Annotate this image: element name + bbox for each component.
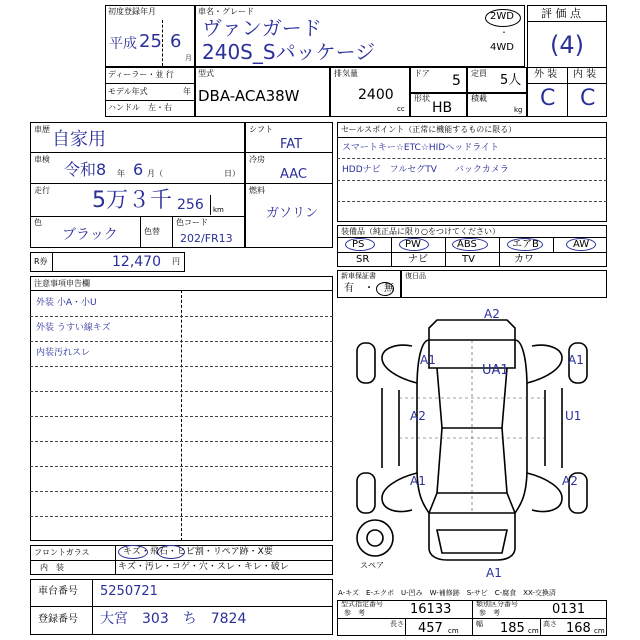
- glass-front-label: フロントガラス: [34, 548, 90, 557]
- r-unit: 円: [172, 257, 180, 266]
- disp-unit: cc: [397, 105, 405, 113]
- shape-label: 形状: [414, 94, 430, 103]
- reg-date-label: 初度登録年月: [108, 7, 156, 16]
- reg-era: 平成: [109, 36, 137, 52]
- fuel-value: ガソリン: [266, 206, 319, 221]
- dealer-label: ディーラー・並 行: [108, 70, 174, 79]
- equip-airbag: エアB: [512, 239, 539, 250]
- glass-int-value: キズ・汚レ・コゲ・穴・スレ・キレ・破レ: [118, 562, 289, 572]
- equip-pw: PW: [405, 239, 421, 250]
- spec-class-value: 0131: [552, 602, 586, 617]
- note-line-3: 内装汚れスレ: [36, 348, 91, 358]
- car-grade: 240S_Sパッケージ: [202, 40, 376, 64]
- inspect-day-unit: 日）: [224, 169, 240, 178]
- color-code: 202/FR13: [180, 232, 233, 245]
- door-value: 5: [452, 73, 461, 89]
- door-label: ドア: [414, 69, 430, 78]
- spec-type-label: 型式指定番号: [341, 600, 383, 608]
- drive-4wd: 4WD: [490, 42, 514, 53]
- r-label: R券: [34, 257, 48, 266]
- rear-right-fender: [527, 473, 562, 512]
- equip-sr: SR: [356, 254, 370, 265]
- spec-width-unit: cm: [528, 627, 539, 635]
- car-name-label: 車名・グレード: [198, 7, 254, 16]
- load-unit: kg: [514, 106, 523, 114]
- ext-value: C: [540, 86, 556, 111]
- reg-month: 6: [170, 31, 182, 52]
- equip-tv: TV: [462, 254, 475, 265]
- wheel-fl: [357, 343, 375, 383]
- spare-label: スペア: [360, 561, 384, 570]
- chassis-value: 5250721: [100, 584, 158, 599]
- int-value: C: [580, 86, 596, 111]
- inspect-year-unit: 年: [117, 169, 125, 178]
- car-name: ヴァンガード: [202, 16, 322, 40]
- glass-int-label: 内 装: [40, 563, 64, 572]
- mark-right-door: U1: [565, 409, 582, 423]
- mark-fl-wheel: A1: [420, 353, 436, 367]
- sales-label: セールスポイント（正常に機能するものに限る）: [341, 125, 517, 134]
- warranty-label: 新車保証書: [341, 272, 376, 280]
- model-year-unit: 年: [183, 87, 191, 96]
- drive-2wd: 2WD: [490, 11, 514, 22]
- front-bumper: [429, 320, 515, 340]
- spec-len-unit: cm: [448, 627, 459, 635]
- mark-hood: UA1: [482, 363, 509, 378]
- disp-value: 2400: [358, 87, 394, 103]
- int-label: 内 装: [573, 69, 597, 80]
- rating-label: 評 価 点: [541, 7, 581, 20]
- mileage-unit: km: [213, 206, 224, 214]
- plate-label: 登録番号: [38, 614, 78, 625]
- model-year-label: モデル年式: [108, 87, 148, 96]
- front-left-fender: [382, 345, 417, 383]
- use-label: 車歴: [34, 125, 50, 134]
- spec-width-label: 幅: [476, 620, 483, 628]
- spec-type-sub: 参 考: [344, 609, 365, 617]
- spec-len-label: 長さ: [390, 620, 404, 628]
- equip-aw: AW: [573, 239, 590, 250]
- inspect-month: 6: [133, 160, 144, 179]
- notes-label: 注意事項申告欄: [34, 279, 90, 288]
- shift-label: シフト: [249, 125, 273, 134]
- reg-month-unit: 月: [185, 54, 192, 62]
- equip-label: 装備品（純正品に限り○をつけてください）: [341, 227, 500, 236]
- inspect-era: 令和8: [64, 160, 107, 179]
- mark-front: A2: [484, 307, 500, 321]
- spec-len-value: 457: [418, 621, 443, 636]
- repaint-label: 色替: [144, 227, 160, 236]
- equip-leather: カワ: [514, 254, 534, 265]
- r-box: [30, 252, 185, 272]
- ac-value: AAC: [280, 167, 307, 182]
- note-line-2: 外装 うすい線キズ: [36, 323, 111, 333]
- disp-label: 排気量: [334, 69, 358, 78]
- mileage-label: 走行: [34, 186, 50, 195]
- cap-label: 定員: [471, 69, 487, 78]
- equip-abs: ABS: [457, 239, 477, 250]
- mark-rr: A2: [562, 474, 578, 488]
- note-line-1: 外装 小A・小U: [36, 298, 97, 308]
- mileage-value: 5万３千: [92, 188, 172, 213]
- restore-label: 復日品: [405, 272, 426, 280]
- mileage-sub: 256: [177, 197, 204, 213]
- plate-value: 大宮 303 ち 7824: [100, 611, 247, 627]
- color-code-label: 色コード: [176, 218, 208, 227]
- cap-value: 5人: [500, 73, 522, 88]
- spec-type-value: 16133: [410, 602, 452, 617]
- sales-line-2: HDDナビ フルセグTV バックカメラ: [342, 165, 509, 175]
- sales-line-1: スマートキー☆ETC☆HIDヘッドライト: [342, 143, 499, 153]
- mark-rear: A1: [486, 566, 502, 580]
- warranty-value: 有 ・ 無: [344, 283, 394, 294]
- shift-value: FAT: [280, 137, 303, 152]
- spec-height-value: 168: [566, 621, 591, 636]
- use-value: 自家用: [52, 129, 106, 150]
- wheel-rl: [357, 473, 375, 513]
- equip-navi: ナビ: [408, 254, 428, 265]
- type-value: DBA-ACA38W: [198, 87, 300, 105]
- spare-tire: [357, 520, 393, 556]
- glass-front-value: キズ・飛石・ヒビ割・リペア跡・X要: [123, 547, 273, 557]
- color-value: ブラック: [62, 227, 118, 243]
- front-right-fender: [527, 345, 562, 383]
- spec-height-unit: cm: [594, 627, 605, 635]
- mark-fr-wheel: A1: [568, 353, 584, 367]
- inspect-label: 車検: [34, 155, 50, 164]
- spec-class-sub: 参 考: [479, 609, 500, 617]
- mark-rl: A1: [410, 474, 426, 488]
- ext-label: 外 装: [534, 69, 558, 80]
- inspect-month-unit: 月（: [147, 169, 163, 178]
- chassis-label: 車台番号: [38, 586, 78, 597]
- spec-height-label: 高さ: [543, 620, 557, 628]
- load-label: 積載: [471, 94, 487, 103]
- rating-score: (4): [550, 31, 584, 59]
- spec-class-label: 類別区分番号: [476, 600, 518, 608]
- fuel-label: 燃料: [249, 186, 265, 195]
- type-label: 型式: [198, 69, 214, 78]
- reg-year: 25: [139, 31, 162, 52]
- ac-label: 冷房: [249, 155, 265, 164]
- spec-width-value: 185: [500, 621, 525, 636]
- restore-box: [401, 270, 607, 298]
- mark-left-door: A2: [410, 409, 426, 423]
- r-value: 12,470: [112, 254, 161, 270]
- equip-ps: PS: [352, 239, 365, 250]
- damage-legend: A-キズ E-エクボ U-凹み W-補修跡 S-サビ C-腐食 XX-交換済: [338, 589, 556, 597]
- car-damage-diagram: [337, 298, 607, 583]
- color-label: 色: [34, 218, 42, 227]
- handle-label: ハンドル 左・右: [108, 103, 172, 112]
- shape-value: HB: [432, 100, 453, 116]
